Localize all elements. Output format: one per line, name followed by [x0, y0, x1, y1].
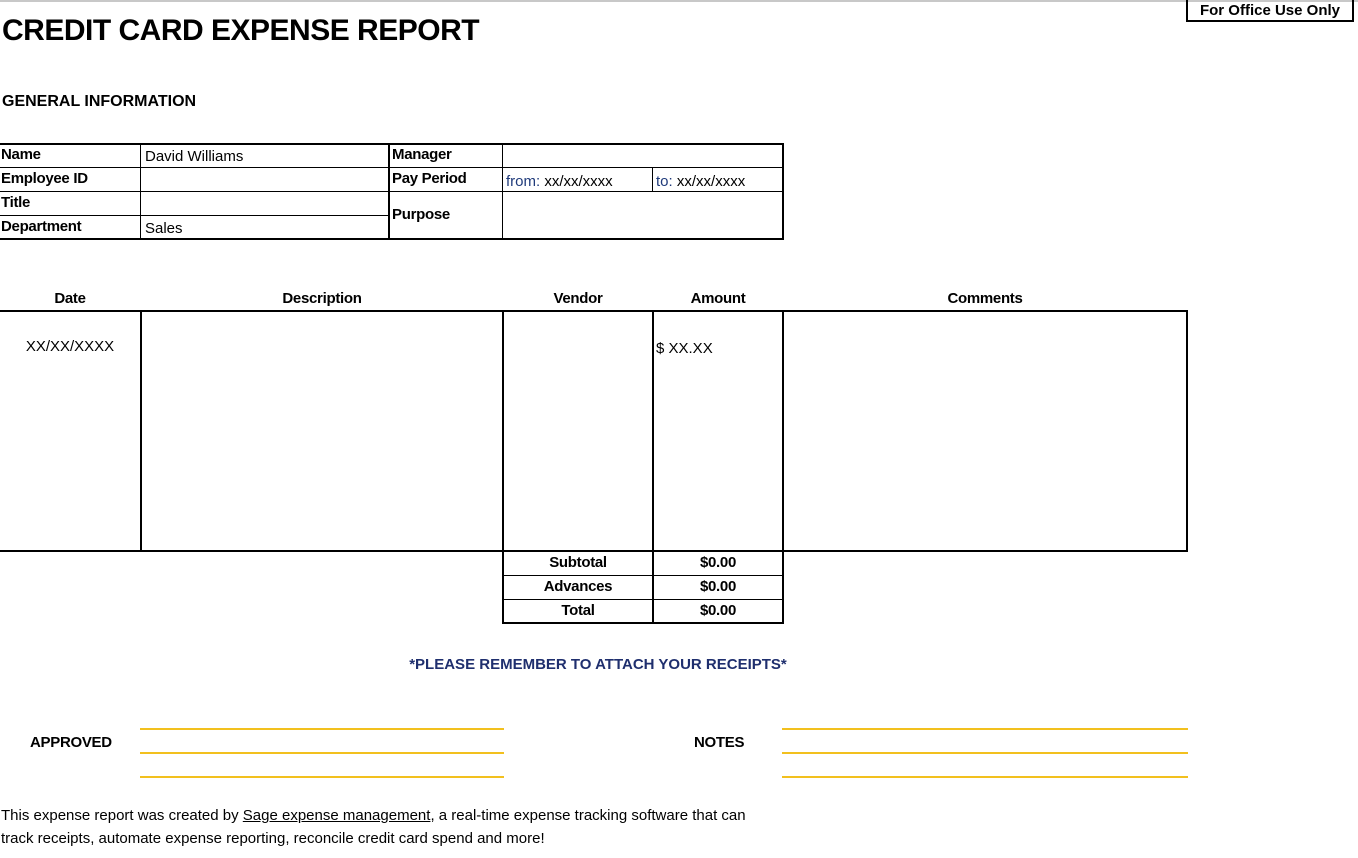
notes-label: NOTES: [694, 734, 745, 751]
sage-link[interactable]: Sage expense management: [242, 807, 431, 824]
purpose-field[interactable]: [506, 196, 780, 236]
pay-period-to[interactable]: [656, 173, 745, 190]
name-label: Name: [1, 146, 41, 163]
subtotal-label: Subtotal: [549, 554, 607, 571]
total-value: $0.00: [699, 602, 737, 619]
approved-line[interactable]: [140, 752, 504, 754]
advances-value: $0.00: [699, 578, 737, 595]
subtotal-value: $0.00: [699, 554, 737, 571]
purpose-label: Purpose: [392, 206, 450, 223]
column-header-vendor: Vendor: [553, 290, 603, 307]
pay-period-label: Pay Period: [392, 170, 467, 187]
department-field[interactable]: Sales: [145, 220, 183, 237]
footer-text-before: This expense report was created by: [1, 807, 243, 824]
row-amount[interactable]: $ XX.XX: [656, 340, 713, 357]
notes-line[interactable]: [782, 752, 1188, 754]
column-header-comments: Comments: [947, 290, 1023, 307]
row-description[interactable]: [145, 316, 499, 546]
pay-period-from[interactable]: [506, 173, 613, 190]
page-title: CREDIT CARD EXPENSE REPORT: [2, 14, 480, 47]
row-vendor[interactable]: [506, 316, 650, 546]
row-date[interactable]: XX/XX/XXXX: [25, 338, 115, 355]
employee-id-field[interactable]: [145, 172, 385, 190]
manager-label: Manager: [392, 146, 452, 163]
to-label: to:: [656, 173, 673, 190]
title-field[interactable]: [145, 196, 385, 214]
employee-id-label: Employee ID: [1, 170, 88, 187]
section-title: GENERAL INFORMATION: [2, 93, 197, 110]
from-label: from:: [506, 173, 541, 190]
to-value: xx/xx/xxxx: [676, 173, 746, 190]
footer-text-after: , a real-time expense tracking software that can track receipts, automate expense reporting, reconcile credit card spend and more!: [1, 807, 746, 847]
footer-text: [1, 804, 781, 850]
office-use-label: For Office Use Only: [1186, 0, 1354, 22]
name-field[interactable]: David Williams: [145, 148, 244, 165]
department-label: Department: [1, 218, 82, 235]
total-label: Total: [561, 602, 595, 619]
column-header-date: Date: [54, 290, 86, 307]
column-header-description: Description: [282, 290, 362, 307]
column-header-amount: Amount: [690, 290, 746, 307]
notes-line[interactable]: [782, 728, 1188, 730]
from-value: xx/xx/xxxx: [544, 173, 613, 190]
top-border: [0, 0, 1358, 2]
manager-field[interactable]: [506, 148, 780, 166]
approved-label: APPROVED: [30, 734, 112, 751]
approved-line[interactable]: [140, 728, 504, 730]
row-comments[interactable]: [786, 316, 1184, 546]
advances-label: Advances: [543, 578, 613, 595]
notes-line[interactable]: [782, 776, 1188, 778]
approved-line[interactable]: [140, 776, 504, 778]
title-label: Title: [1, 194, 31, 211]
receipts-reminder: *PLEASE REMEMBER TO ATTACH YOUR RECEIPTS*: [409, 656, 787, 673]
